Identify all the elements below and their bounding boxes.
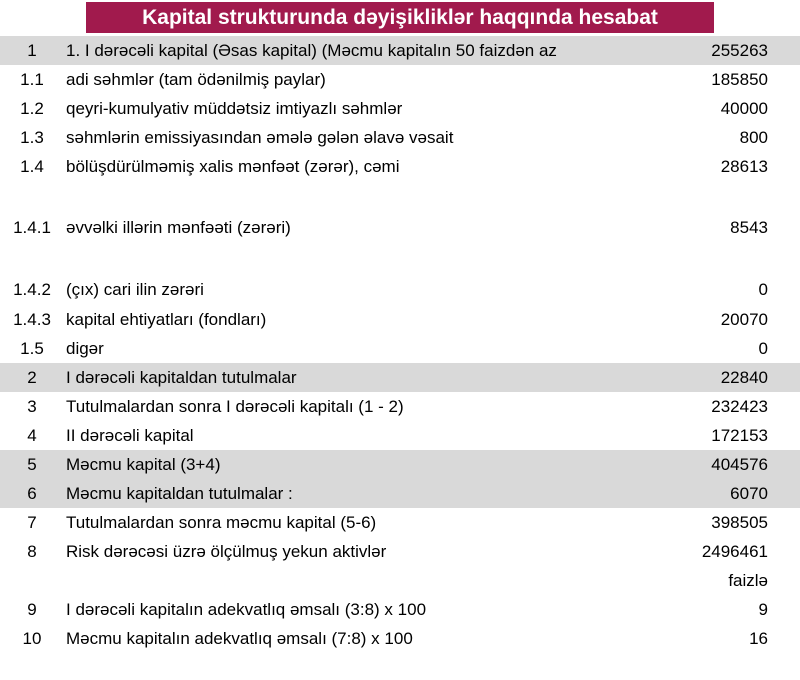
report-table bbox=[0, 36, 800, 653]
row-value: 40000 bbox=[720, 98, 768, 118]
row-label: qeyri-kumulyativ müddətsiz imtiyazlı səhmlər bbox=[66, 98, 403, 118]
table-row bbox=[0, 392, 800, 421]
table-row bbox=[0, 123, 800, 152]
row-label: Məcmu kapitaldan tutulmalar : bbox=[66, 483, 293, 503]
row-label: kapital ehtiyatları (fondları) bbox=[66, 309, 267, 329]
row-number: 1.2 bbox=[20, 98, 44, 118]
table-row bbox=[0, 479, 800, 508]
row-value: 172153 bbox=[711, 425, 768, 445]
report-title: Kapital strukturunda dəyişikliklər haqqında hesabat bbox=[86, 2, 714, 33]
table-row bbox=[0, 152, 800, 181]
row-label: Məcmu kapital (3+4) bbox=[66, 454, 221, 474]
row-number: 1 bbox=[27, 40, 37, 60]
row-value: 404576 bbox=[711, 454, 768, 474]
row-value: 9 bbox=[758, 599, 768, 619]
row-value: 232423 bbox=[711, 396, 768, 416]
row-label: Risk dərəcəsi üzrə ölçülmuş yekun aktivlər bbox=[66, 541, 387, 561]
row-label: (çıx) cari ilin zərəri bbox=[66, 280, 204, 300]
row-number: 5 bbox=[27, 454, 37, 474]
row-number: 2 bbox=[27, 367, 37, 387]
row-value: 800 bbox=[739, 127, 768, 147]
table-row bbox=[0, 181, 800, 243]
table-row bbox=[0, 363, 800, 392]
row-label: II dərəcəli kapital bbox=[66, 425, 194, 445]
row-value: 20070 bbox=[720, 309, 768, 329]
row-number: 7 bbox=[27, 512, 37, 532]
row-number: 1.5 bbox=[20, 338, 44, 358]
row-number: 1.3 bbox=[20, 127, 44, 147]
row-number: 3 bbox=[27, 396, 37, 416]
table-row bbox=[0, 65, 800, 94]
row-number: 1.4.3 bbox=[13, 309, 51, 329]
table-row bbox=[0, 334, 800, 363]
table-row bbox=[0, 537, 800, 566]
row-number: 9 bbox=[27, 599, 37, 619]
row-value: 8543 bbox=[730, 218, 768, 238]
row-label: əvvəlki illərin mənfəəti (zərəri) bbox=[66, 218, 291, 238]
row-value: 16 bbox=[749, 628, 768, 648]
table-row bbox=[0, 94, 800, 123]
row-number: 1.4.1 bbox=[13, 218, 51, 238]
row-value: 185850 bbox=[711, 69, 768, 89]
row-label: Tutulmalardan sonra I dərəcəli kapitalı (1 - 2) bbox=[66, 396, 404, 416]
row-label: adi səhmlər (tam ödənilmiş paylar) bbox=[66, 69, 326, 89]
row-label: bölüşdürülməmiş xalis mənfəət (zərər), cəmi bbox=[66, 156, 400, 176]
row-value: 2496461 bbox=[701, 541, 768, 561]
row-number: 10 bbox=[22, 628, 42, 648]
row-value: 0 bbox=[758, 338, 768, 358]
row-label: Məcmu kapitalın adekvatlıq əmsalı (7:8) x 100 bbox=[66, 628, 413, 648]
row-number: 1.4 bbox=[20, 156, 44, 176]
table-row bbox=[0, 508, 800, 537]
row-value: faizlə bbox=[728, 570, 768, 590]
table-row bbox=[0, 243, 800, 305]
row-value: 28613 bbox=[720, 156, 768, 176]
table-row bbox=[0, 450, 800, 479]
row-label: digər bbox=[66, 338, 104, 358]
row-value: 6070 bbox=[730, 483, 768, 503]
row-number: 1.4.2 bbox=[13, 280, 51, 300]
row-number: 6 bbox=[27, 483, 37, 503]
row-number: 1.1 bbox=[20, 69, 44, 89]
table-row bbox=[0, 566, 800, 595]
row-label: I dərəcəli kapitaldan tutulmalar bbox=[66, 367, 297, 387]
row-label: Tutulmalardan sonra məcmu kapital (5-6) bbox=[66, 512, 377, 532]
table-row bbox=[0, 36, 800, 65]
row-value: 22840 bbox=[720, 367, 768, 387]
row-value: 255263 bbox=[711, 40, 768, 60]
row-value: 0 bbox=[758, 280, 768, 300]
table-row bbox=[0, 595, 800, 624]
row-label: I dərəcəli kapitalın adekvatlıq əmsalı (3:8) x 100 bbox=[66, 599, 427, 619]
table-row bbox=[0, 305, 800, 334]
capital-structure-report bbox=[0, 2, 800, 653]
row-value: 398505 bbox=[711, 512, 768, 532]
table-row bbox=[0, 624, 800, 653]
row-label: 1. I dərəcəli kapital (Əsas kapital) (Məcmu kapitalın 50 faizdən az bbox=[66, 40, 557, 60]
row-number: 4 bbox=[27, 425, 37, 445]
row-label: səhmlərin emissiyasından əmələ gələn əlavə vəsait bbox=[66, 127, 454, 147]
table-row bbox=[0, 421, 800, 450]
row-number: 8 bbox=[27, 541, 37, 561]
